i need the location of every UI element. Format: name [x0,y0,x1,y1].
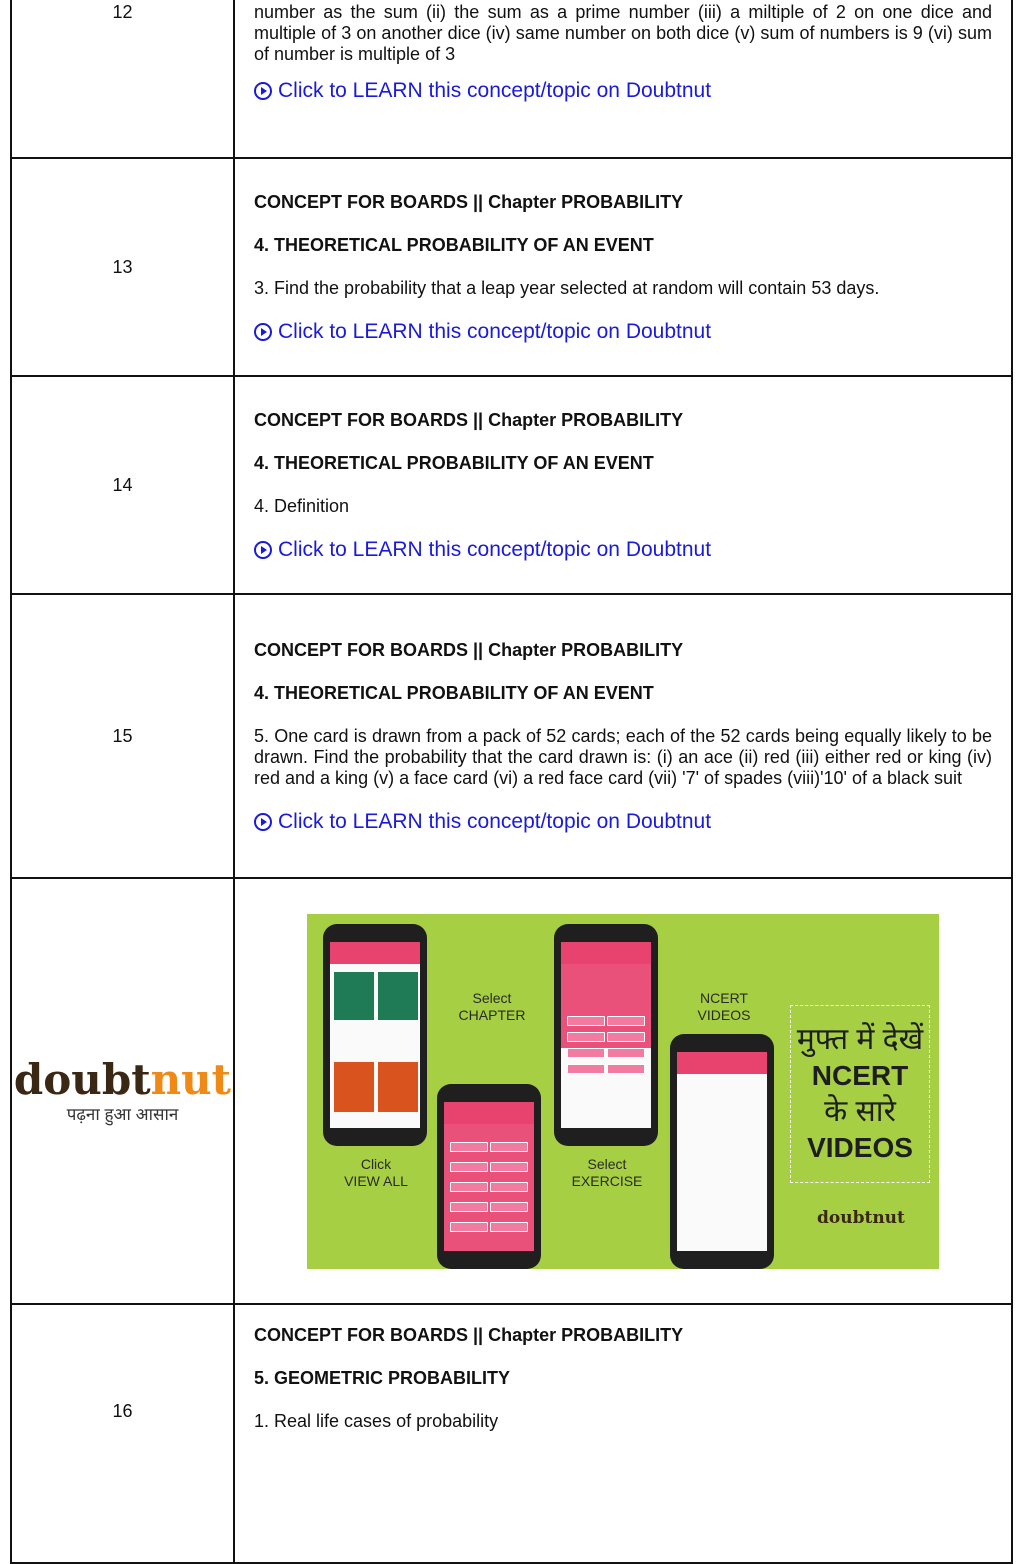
question-text: 4. Definition [254,496,350,516]
concept-header: CONCEPT FOR BOARDS || Chapter PROBABILITY [254,1325,684,1345]
banner-cell [234,878,1012,1304]
question-text: 1. Real life cases of probability [254,1411,499,1431]
row-number: 13 [11,158,234,376]
question-cell [234,376,1012,594]
row-number: 12 [11,0,234,158]
question-cell [234,594,1012,878]
learn-link[interactable] [254,539,992,560]
table-row [11,376,1012,594]
learn-link[interactable] [254,811,992,832]
doubtnut-logo[interactable] [13,1054,232,1125]
concept-header: CONCEPT FOR BOARDS || Chapter PROBABILITY [254,192,684,212]
table-row [11,0,1012,158]
question-cell [234,1304,1012,1563]
promo-line-2: NCERT [811,1059,909,1091]
question-table [10,0,1013,1564]
phone-videos-screen [670,1034,774,1269]
caption-select-exercise: Select EXERCISE [571,1155,643,1189]
play-circle-icon [254,541,272,559]
caption-ncert-videos: NCERT VIDEOS [697,989,751,1023]
question-text: number as the sum (ii) the sum as a prime number (iii) a miltiple of 2 on one dice and multiple of 3 on another dice (iv) same number on both dice (v) sum of numbers is 9 (vi) sum of number is multiple of 3 [254,2,992,64]
question-text: 5. One card is drawn from a pack of 52 cards; each of the 52 cards being equally likely to be drawn. Find the probability that the card drawn is: (i) an ace (ii) red (iii) either red or king (iv) red and a king (v) a face card (vi) a red face card (vii) '7' of spades (viii)'10' of a black suit [254,726,992,788]
row-number: 16 [11,1304,234,1563]
concept-subheader: 4. THEORETICAL PROBABILITY OF AN EVENT [254,683,654,703]
learn-link[interactable] [254,321,992,342]
concept-header: CONCEPT FOR BOARDS || Chapter PROBABILITY [254,410,684,430]
banner-doubtnut-logo: doubtnut [817,1207,905,1228]
table-row [11,1304,1012,1563]
table-row [11,158,1012,376]
logo-text-doubt: doubt [13,1054,151,1104]
logo-tagline: पढ़ना हुआ आसान [66,1104,179,1124]
play-circle-icon [254,82,272,100]
concept-subheader: 4. THEORETICAL PROBABILITY OF AN EVENT [254,235,654,255]
ncert-videos-banner[interactable] [307,914,939,1269]
learn-link-label[interactable]: Click to LEARN this concept/topic on Doubtnut [278,320,712,343]
phone-library-screen [323,924,427,1146]
row-number: 15 [11,594,234,878]
concept-subheader: 5. GEOMETRIC PROBABILITY [254,1368,511,1388]
play-circle-icon [254,813,272,831]
concept-header: CONCEPT FOR BOARDS || Chapter PROBABILITY [254,640,684,660]
learn-link-label[interactable]: Click to LEARN this concept/topic on Doubtnut [278,79,712,102]
phone-exercise-screen [554,924,658,1146]
caption-click-view-all: Click VIEW ALL [344,1155,408,1189]
table-row [11,594,1012,878]
ad-row [11,878,1012,1304]
logo-wordmark [13,1054,232,1104]
row-number: 14 [11,376,234,594]
phone-chapter-screen [437,1084,541,1269]
logo-text-nut: nut [150,1054,232,1104]
promo-line-4: VIDEOS [807,1131,913,1163]
promo-line-3: के सारे [824,1094,896,1128]
hindi-promo-box [790,1005,930,1183]
learn-link-label[interactable]: Click to LEARN this concept/topic on Doubtnut [278,810,712,833]
promo-line-1: मुफ्त में देखें [796,1022,924,1056]
play-circle-icon [254,323,272,341]
doubtnut-logo-cell [11,878,234,1304]
question-cell [234,158,1012,376]
question-cell [234,0,1012,158]
question-text: 3. Find the probability that a leap year selected at random will contain 53 days. [254,278,880,298]
concept-subheader: 4. THEORETICAL PROBABILITY OF AN EVENT [254,453,654,473]
caption-select-chapter: Select CHAPTER [458,989,526,1023]
learn-link[interactable] [254,80,992,101]
learn-link-label[interactable]: Click to LEARN this concept/topic on Doubtnut [278,538,712,561]
